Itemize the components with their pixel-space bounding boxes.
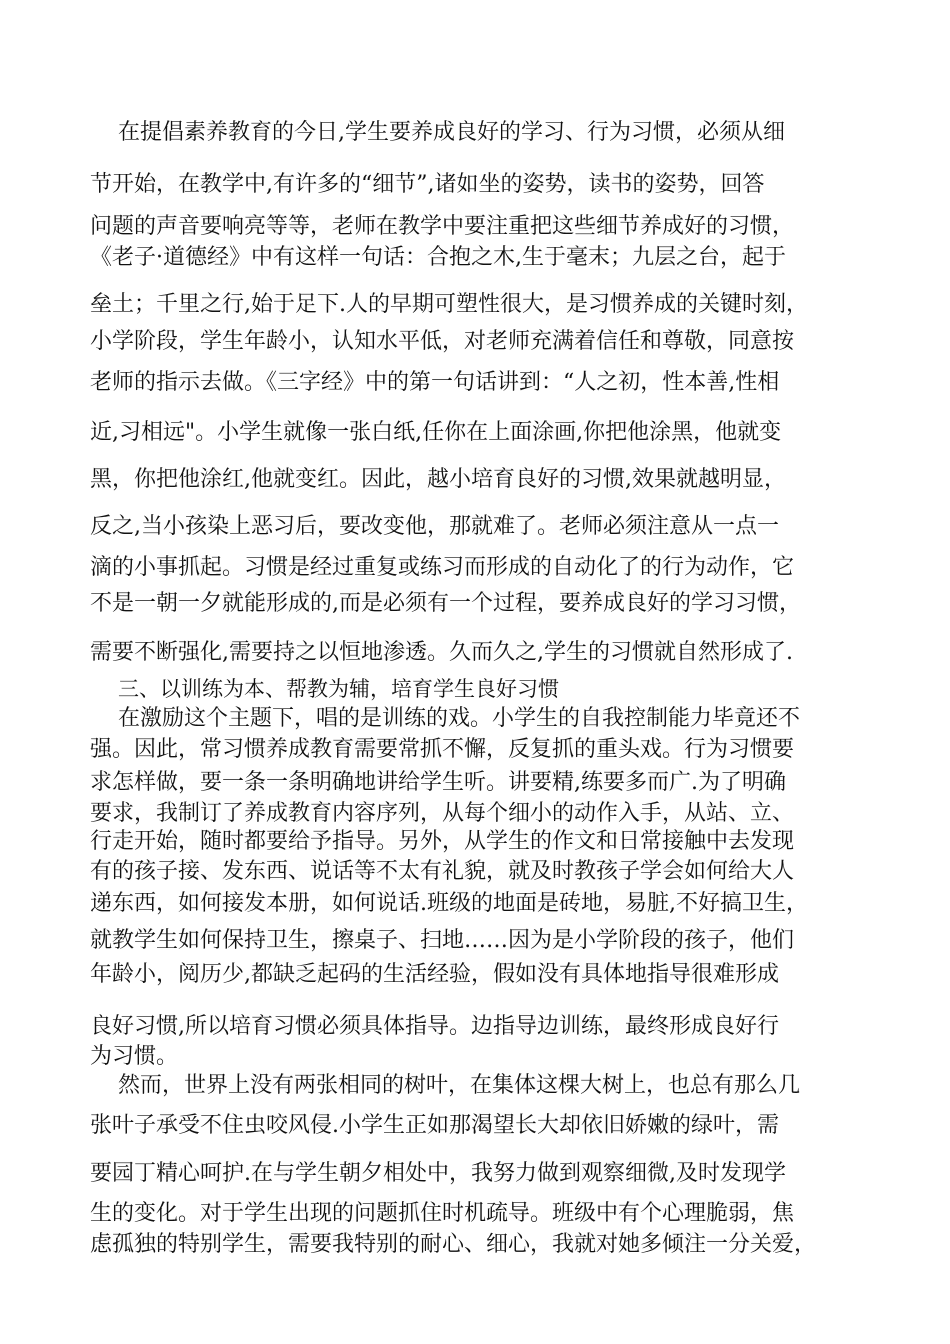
paragraph-line: 黑，你把他涂红,他就变红。因此，越小培育良好的习惯,效果就越明显， bbox=[90, 467, 786, 492]
paragraph-line: 《老子·道德经》中有这样一句话：合抱之木,生于毫末；九层之台，起于 bbox=[90, 245, 786, 270]
paragraph-line: 需要不断强化,需要持之以恒地渗透。久而久之,学生的习惯就自然形成了. bbox=[90, 640, 793, 665]
paragraph-line: 就教学生如何保持卫生，擦桌子、扫地……因为是小学阶段的孩子，他们 bbox=[90, 928, 795, 953]
paragraph-line: 然而，世界上没有两张相同的树叶，在集体这棵大树上，也总有那么几 bbox=[118, 1073, 801, 1098]
paragraph-line: 生的变化。对于学生出现的问题抓住时机疏导。班级中有个心理脆弱，焦 bbox=[90, 1201, 795, 1226]
paragraph-line: 虑孤独的特别学生，需要我特别的耐心、细心，我就对她多倾注一分关爱， bbox=[90, 1232, 817, 1257]
paragraph-line: 求怎样做，要一条一条明确地讲给学生听。讲要精,练要多而广.为了明确 bbox=[90, 770, 786, 795]
paragraph-line: 近,习相远"。小学生就像一张白纸,任你在上面涂画,你把他涂黑，他就变 bbox=[90, 420, 782, 445]
paragraph-line: 为习惯。 bbox=[90, 1044, 179, 1069]
paragraph-line: 行走开始，随时都要给予指导。另外，从学生的作文和日常接触中去发现 bbox=[90, 829, 795, 854]
paragraph-line: 递东西，如何接发本册，如何说话.班级的地面是砖地，易脏,不好搞卫生， bbox=[90, 891, 808, 916]
paragraph-line: 在激励这个主题下，唱的是训练的戏。小学生的自我控制能力毕竟还不 bbox=[118, 706, 801, 731]
paragraph-line: 有的孩子接、发东西、说话等不太有礼貌，就及时教孩子学会如何给大人 bbox=[90, 859, 795, 884]
paragraph-line: 强。因此，常习惯养成教育需要常抓不懈，反复抓的重头戏。行为习惯要 bbox=[90, 737, 795, 762]
paragraph-line: 不是一朝一夕就能形成的,而是必须有一个过程，要养成良好的学习习惯， bbox=[90, 591, 801, 616]
paragraph-line: 要园丁精心呵护.在与学生朝夕相处中，我努力做到观察细微,及时发现学 bbox=[90, 1161, 786, 1186]
paragraph-line: 良好习惯,所以培育习惯必须具体指导。边指导边训练，最终形成良好行 bbox=[90, 1014, 779, 1039]
paragraph-line: 节开始，在教学中,有许多的“细节”,诸如坐的姿势，读书的姿势，回答 bbox=[90, 172, 765, 197]
paragraph-line: 在提倡素养教育的今日,学生要养成良好的学习、行为习惯，必须从细 bbox=[118, 120, 785, 145]
paragraph-line: 要求，我制订了养成教育内容序列，从每个细小的动作入手，从站、立、 bbox=[90, 801, 795, 826]
paragraph-line: 问题的声音要响亮等等，老师在教学中要注重把这些细节养成好的习惯， bbox=[90, 214, 795, 239]
paragraph-line: 垒土；千里之行,始于足下.人的早期可塑性很大，是习惯养成的关键时刻， bbox=[90, 292, 808, 317]
paragraph-line: 张叶子承受不住虫咬风侵.小学生正如那渴望长大却依旧娇嫩的绿叶，需 bbox=[90, 1113, 779, 1138]
paragraph-line: 反之,当小孩染上恶习后，要改变他，那就难了。老师必须注意从一点一 bbox=[90, 514, 779, 539]
paragraph-line: 老师的指示去做。《三字经》中的第一句话讲到：“人之初，性本善,性相 bbox=[90, 370, 780, 395]
paragraph-line: 年龄小，阅历少,都缺乏起码的生活经验，假如没有具体地指导很难形成 bbox=[90, 962, 779, 987]
paragraph-line: 滴的小事抓起。习惯是经过重复或练习而形成的自动化了的行为动作，它 bbox=[90, 555, 795, 580]
section-heading: 三、以训练为本、帮教为辅，培育学生良好习惯 bbox=[118, 677, 559, 701]
paragraph-line: 小学阶段，学生年龄小，认知水平低，对老师充满着信任和尊敬，同意按 bbox=[90, 329, 795, 354]
